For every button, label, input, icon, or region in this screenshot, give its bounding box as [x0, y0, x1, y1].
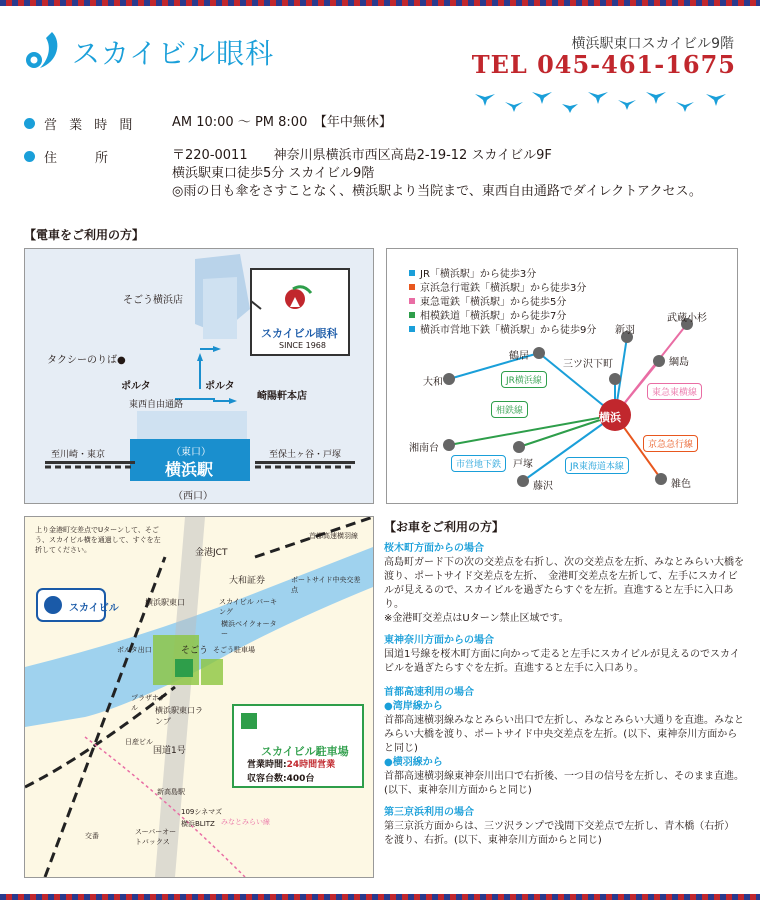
car-h2: 東神奈川方面からの場合 [384, 635, 494, 646]
porta-label-1: ポルタ [121, 381, 151, 392]
car-p4: 第三京浜方面からは、三ツ沢ランプで浅間下交差点で左折し、青木橋（右折）を渡り、右折。(以下、東神奈川方面からと同じ) [384, 821, 735, 846]
map-logo-since: SINCE 1968 [279, 341, 326, 350]
line-label: 市営地下鉄 [451, 455, 506, 472]
map-label: プラザホテル [131, 694, 166, 712]
station-label: 湘南台 [409, 443, 439, 454]
map-sky-logo: スカイビル [69, 603, 119, 614]
hours-label: 営 業 時 間 [44, 118, 137, 133]
west-exit-label: （西口） [173, 491, 213, 502]
station-label: 綱島 [669, 357, 689, 368]
parking-capacity: 収容台数:400台 [247, 774, 315, 784]
station-label: 戸塚 [513, 459, 533, 470]
map-label: ポルタ出口 [117, 646, 152, 654]
station-label: 武蔵小杉 [667, 313, 707, 324]
station-map [24, 248, 374, 504]
station-label: 三ツ沢下町 [563, 359, 613, 370]
map-label: そごう駐車場 [213, 646, 255, 654]
address-line1: 〒220-0011 神奈川県横浜市西区高島2-19-12 スカイビル9F [172, 148, 552, 163]
station-label: 藤沢 [533, 481, 553, 492]
car-p3b: 首都高速横羽線東神奈川出口で右折後、一つ目の信号を左折し、そのまま直進。(以下、東神奈川方面からと同じ) [384, 771, 744, 796]
map-label: 大和証券 [229, 576, 266, 586]
hours-value: AM 10:00 ～ PM 8:00 【年中無休】 [172, 115, 392, 130]
parking-title: スカイビル駐車場 [261, 745, 349, 758]
map-note: 上り金港町交差点でUターンして、そごう、スカイビル横を通過して、すぐを左折してください。 [35, 526, 161, 554]
station-label: 大和 [423, 377, 443, 388]
address-line3: ◎雨の日も傘をさすことなく、横浜駅より当院まで、東西自由通路でダイレクトアクセス。 [172, 184, 702, 199]
map-label: 日産ビル [125, 738, 153, 746]
station-label: 雑色 [671, 479, 691, 490]
kiyoken-label: 崎陽軒本店 [257, 391, 307, 402]
header-address: 横浜駅東口スカイビル9階 [571, 36, 734, 52]
car-h4: 第三京浜利用の場合 [384, 807, 474, 818]
map-label: 横浜駅東口 [145, 598, 185, 607]
top-border [0, 0, 760, 6]
bottom-border [0, 894, 760, 900]
legend-item: 相模鉄道「横浜駅」から徒歩7分 [409, 307, 566, 322]
yokohama-center: 横浜 [599, 411, 621, 424]
map-label: 109シネマズ [181, 808, 223, 816]
legend-item: 横浜市営地下鉄「横浜駅」から徒歩9分 [409, 321, 596, 336]
map-label: 横浜BLITZ [181, 820, 215, 828]
map-label: ポートサイド中央交差点 [291, 576, 361, 594]
porta-label-2: ポルタ [205, 381, 235, 392]
map-label: スカイビル パーキング [219, 598, 278, 616]
street-map [24, 516, 374, 878]
taxi-label: タクシーのりば● [47, 355, 126, 366]
car-h3b: ●横羽線から [384, 757, 443, 768]
map-label: 首都高速横羽線 [309, 532, 358, 540]
car-h3: 首都高速利用の場合 [384, 687, 474, 698]
right-direction: 至保土ヶ谷・戸塚 [269, 450, 342, 460]
map-label: 交番 [85, 832, 99, 840]
phone-number[interactable]: TEL 045-461-1675 [471, 50, 736, 79]
station-label: 新羽 [615, 325, 635, 336]
line-label: JR横浜線 [501, 371, 547, 388]
map-logo-text: スカイビル眼科 [261, 327, 338, 340]
car-p3a: 首都高速横羽線みなとみらい出口で左折し、みなとみらい大通りを直進。みなとみらい大橋を渡り、ポートサイド中央交差点を左折。(以下、東神奈川方面からと同じ) [384, 715, 744, 754]
route-map [386, 248, 738, 504]
line-label: JR東海道本線 [565, 457, 629, 474]
car-h3a: ●湾岸線から [384, 701, 443, 712]
passage-label: 東西自由通路 [129, 400, 184, 410]
address-line2: 横浜駅東口徒歩5分 スカイビル9階 [172, 166, 375, 181]
line-label: 相鉄線 [491, 401, 528, 418]
car-h1: 桜木町方面からの場合 [384, 543, 484, 554]
yokohama-station-label: 横浜駅 [165, 460, 214, 479]
bullet-icon [24, 151, 35, 162]
map-label: 横浜駅東口ランプ [155, 706, 203, 726]
clinic-name: スカイビル眼科 [72, 37, 275, 70]
map-label: そごう [181, 646, 209, 656]
map-label: 横浜ベイクォーター [221, 620, 277, 638]
car-note1: ※金港町交差点はUターン禁止区域です。 [384, 613, 569, 624]
car-p1: 高島町ガード下の次の交差点を右折し、次の交差点を左折、みなとみらい大橋を渡り、ポートサイド交差点を左折、 金港町交差点を左折して、左手にスカイビルが見えるので、スカイビルを過ぎたらすぐを左折。直進すると左手に入口あり。 [384, 557, 744, 610]
address-label: 住 所 [44, 151, 113, 166]
station-label: 鶴居 [509, 351, 529, 362]
line-label: 京急急行線 [643, 435, 698, 452]
train-heading: 【電車をご利用の方】 [24, 228, 145, 242]
parking-hours: 営業時間:24時間営業 [247, 760, 336, 770]
sogo-label: そごう横浜店 [123, 295, 183, 306]
eye-logo-icon [22, 28, 66, 72]
birds-icon [470, 86, 740, 116]
line-label: 東急東横線 [647, 383, 702, 400]
map-label: みなとみらい線 [221, 818, 270, 826]
car-p2: 国道1号線を桜木町方面に向かって走ると左手にスカイビルが見えるのでスカイビルを過ぎたらすぐを左折。直進すると左手に入口あり。 [384, 649, 740, 674]
left-direction: 至川崎・東京 [51, 450, 106, 460]
legend-item: JR「横浜駅」から徒歩3分 [409, 265, 536, 280]
map-label: 新高島駅 [157, 788, 185, 796]
car-heading: 【お車をご利用の方】 [384, 520, 505, 534]
east-exit-label: （東口） [171, 447, 211, 458]
map-label: 国道1号 [153, 746, 186, 756]
map-label: 金港JCT [195, 548, 228, 558]
legend-item: 京浜急行電鉄「横浜駅」から徒歩3分 [409, 279, 586, 294]
map-label: スーパーオートバックス [135, 828, 177, 846]
bullet-icon [24, 118, 35, 129]
legend-item: 東急電鉄「横浜駅」から徒歩5分 [409, 293, 566, 308]
